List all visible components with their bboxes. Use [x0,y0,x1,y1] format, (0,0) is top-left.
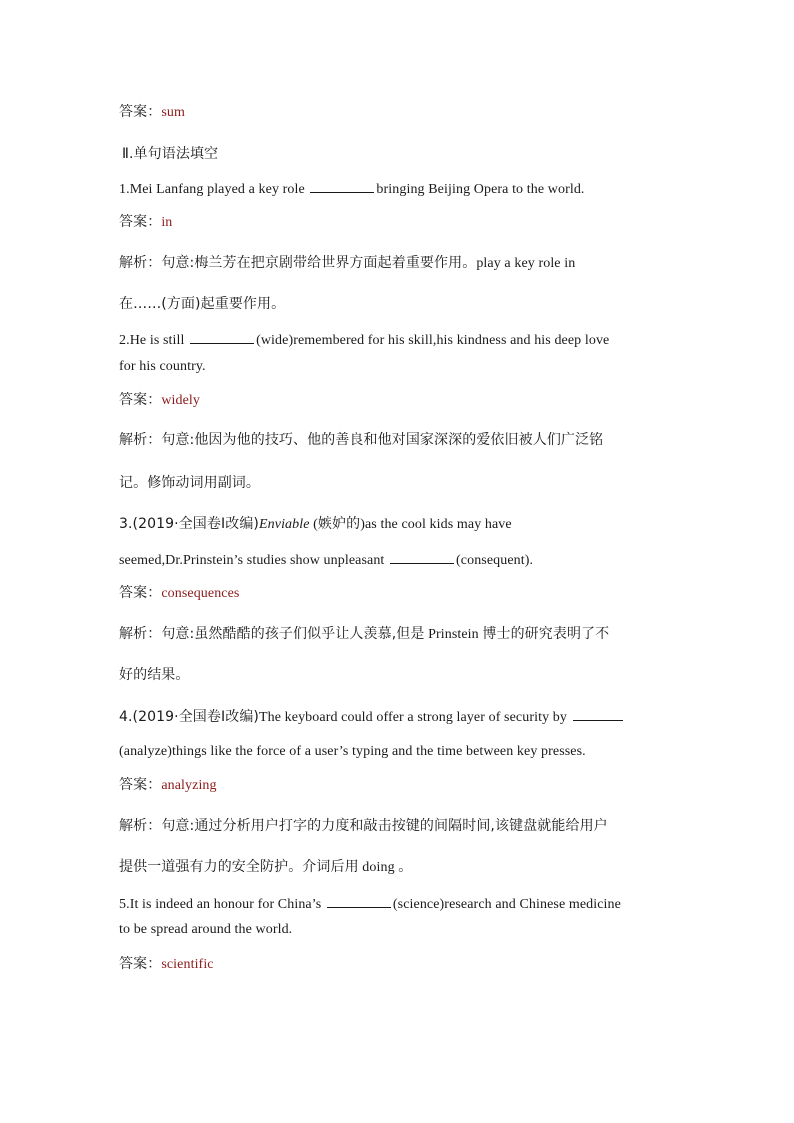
q4-blank [573,707,623,721]
q1-explanation-line-2: 在……(方面)起重要作用。 [119,296,286,312]
q3-text-b: (consequent). [456,553,534,568]
answer-label: 答案： [119,104,162,120]
question-2-line-2: for his country. [119,359,206,374]
q3-answer-line [119,584,239,603]
question-3-line-2 [119,550,533,570]
q5-text-a: 5.It is indeed an honour for China’s [119,897,325,912]
answer-label: 答案： [119,777,162,793]
top-answer-line [119,103,185,122]
q2-explanation-line-2: 记。修饰动词用副词。 [119,475,260,491]
question-2-line-1 [119,330,609,350]
question-5-line-2: to be spread around the world. [119,922,293,937]
answer-label: 答案： [119,585,162,601]
question-3-line-1 [119,515,512,534]
q2-explanation-line-1 [119,431,603,449]
section-title: Ⅱ.单句语法填空 [122,146,219,162]
q4-source: 4.(2019·全国卷Ⅰ改编) [119,709,259,725]
explanation-label: 解析： [119,255,162,271]
q3-italic-word: Enviable [259,517,310,532]
q3-explanation-cn-2: 博士的研究表明了不 [482,626,610,642]
q1-text-b: bringing Beijing Opera to the world. [376,182,585,197]
q3-text-rest: (嫉妒的)as the cool kids may have [309,517,512,532]
question-5-line-1 [119,894,621,914]
q3-explanation-en: Prinstein [424,627,483,642]
q1-answer-line [119,213,172,232]
q1-answer: in [161,215,173,230]
explanation-label: 解析： [119,818,162,834]
question-4-line-1 [119,707,625,727]
q5-answer-line [119,955,214,974]
q1-text-a: 1.Mei Lanfang played a key role [119,182,309,197]
q4-explanation-text: 句意:通过分析用户打字的力度和敲击按键的间隔时间,该键盘就能给用户 [161,818,608,834]
q3-text-a: seemed,Dr.Prinstein’s studies show unpleasant [119,553,389,568]
q3-blank [390,550,454,564]
q2-answer: widely [161,393,201,408]
answer-label: 答案： [119,956,162,972]
q4-answer-line [119,776,217,795]
question-4-line-2: (analyze)things like the force of a user’s typing and the time between key presses. [119,744,586,759]
q3-explanation-line-1 [119,625,609,644]
q3-explanation-cn: 句意:虽然酷酷的孩子们似乎让人羡慕,但是 [161,626,425,642]
q1-blank [310,179,374,193]
question-1-line-1 [119,179,585,199]
q4-explanation-line-2 [119,858,412,877]
answer-label: 答案： [119,392,162,408]
q3-explanation-line-2: 好的结果。 [119,667,190,683]
q1-explanation-cn: 句意:梅兰芳在把京剧带给世界方面起着重要作用。 [161,255,477,271]
q5-text-b: (science)research and Chinese medicine [392,897,621,912]
q2-text-a: 2.He is still [119,333,189,348]
answer-value: sum [161,105,185,120]
q4-explanation-en: doing [358,860,399,875]
q2-blank [190,330,254,344]
q4-answer: analyzing [161,778,217,793]
q5-blank [327,894,391,908]
explanation-label: 解析： [119,432,162,448]
q5-answer: scientific [161,957,214,972]
q2-explanation-text: 句意:他因为他的技巧、他的善良和他对国家深深的爱依旧被人们广泛铭 [161,432,604,448]
q4-text-rest: The keyboard could offer a strong layer of security by [259,710,571,725]
q2-text-b: (wide)remembered for his skill,his kindness and his deep love [256,333,610,348]
q4-explanation-cn: 提供一道强有力的安全防护。介词后用 [119,859,359,875]
q1-explanation-line-1 [119,254,575,273]
q2-answer-line [119,391,200,410]
q1-explanation-en: play a key role in [476,256,576,271]
answer-label: 答案： [119,214,162,230]
q4-explanation-end: 。 [398,859,413,875]
explanation-label: 解析： [119,626,162,642]
q4-explanation-line-1 [119,817,608,835]
q3-source: 3.(2019·全国卷Ⅰ改编) [119,516,259,532]
q3-answer: consequences [161,586,240,601]
